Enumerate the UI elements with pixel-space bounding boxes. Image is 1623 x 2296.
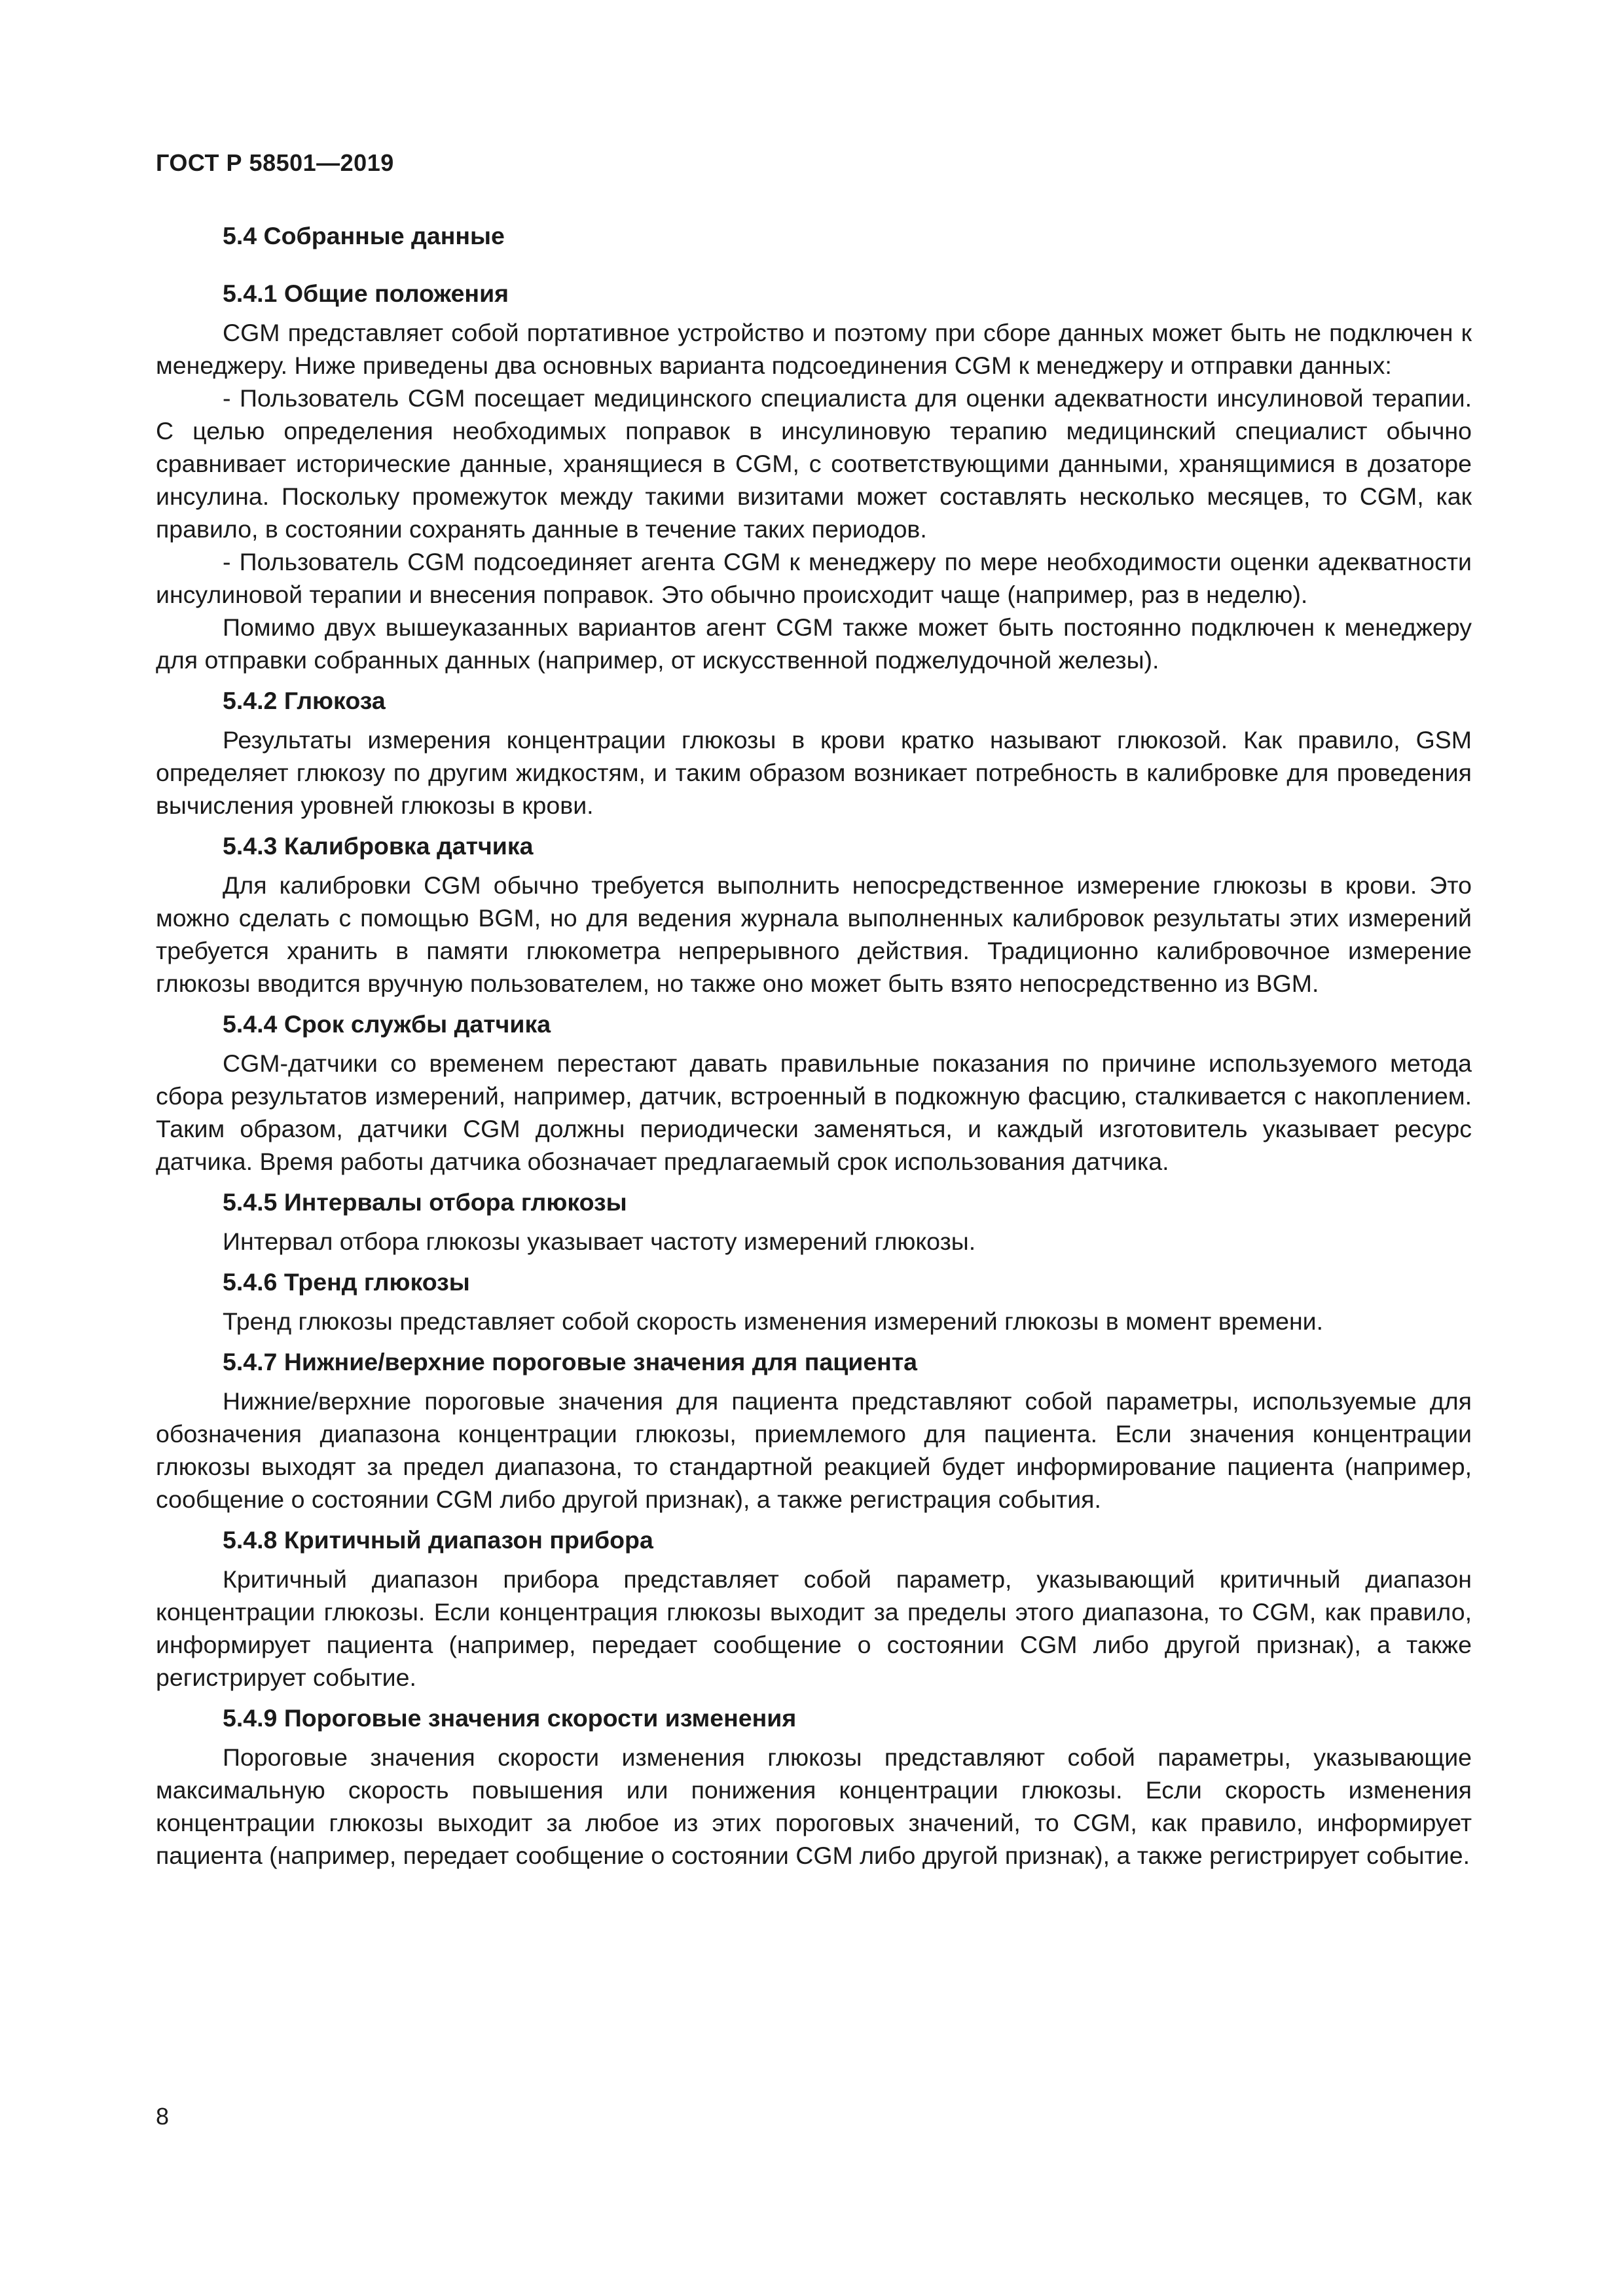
paragraph: Результаты измерения концентрации глюкозы в крови кратко называют глюкозой. Как правило, GSM определяет глюкозу по другим жидкостям, и таким образом возникает потребность в калибровке для проведения вычисления уровней глюкозы в крови. (156, 726, 1472, 819)
subsection-title: 5.4.4 Срок службы датчика (223, 1010, 551, 1038)
subsection-title: 5.4.2 Глюкоза (223, 687, 386, 714)
paragraph: Помимо двух вышеуказанных вариантов агент CGM также может быть постоянно подключен к менеджеру для отправки собранных данных (например, от искусственной поджелудочной железы). (156, 613, 1472, 674)
subsection-title: 5.4.9 Пороговые значения скорости изменения (223, 1704, 797, 1732)
subsection-title: 5.4.8 Критичный диапазон прибора (223, 1526, 653, 1554)
subsection-title: 5.4.1 Общие положения (223, 280, 509, 307)
paragraph: Тренд глюкозы представляет собой скорость изменения измерений глюкозы в момент времени. (223, 1307, 1324, 1335)
paragraph: Нижние/верхние пороговые значения для пациента представляют собой параметры, используемые для обозначения диапазона концентрации глюкозы, приемлемого для пациента. Если значения концентрации глюкозы выходят за предел диапазона, то стандартной реакцией будет информирование пациента (например, сообщение о состоянии CGM либо другой признак), а также регистрация события. (156, 1387, 1472, 1513)
paragraph: Критичный диапазон прибора представляет собой параметр, указывающий критичный диапазон концентрации глюкозы. Если концентрация глюкозы выходит за пределы этого диапазона, то CGM, как правило, информирует пациента (например, передает сообщение о состоянии CGM либо другой признак), а также регистрирует событие. (156, 1565, 1472, 1691)
subsection-title: 5.4.3 Калибровка датчика (223, 832, 534, 860)
list-item: - Пользователь CGM подсоединяет агента CGM к менеджеру по мере необходимости оценки адекватности инсулиновой терапии и внесения поправок. Это обычно происходит чаще (например, раз в неделю). (156, 548, 1472, 608)
page-number: 8 (156, 2103, 170, 2130)
subsection-title: 5.4.5 Интервалы отбора глюкозы (223, 1188, 627, 1216)
paragraph: CGM-датчики со временем перестают давать правильные показания по причине используемого метода сбора результатов измерений, например, датчик, встроенный в подкожную фасцию, сталкивается с накоплением. Таким образом, датчики CGM должны периодически заменяться, и каждый изготовитель указывает ресурс датчика. Время работы датчика обозначает предлагаемый срок использования датчика. (156, 1049, 1472, 1175)
paragraph: Для калибровки CGM обычно требуется выполнить непосредственное измерение глюкозы в крови. Это можно сделать с помощью BGM, но для ведения журнала выполненных калибровок результаты этих измерений требуется хранить в памяти глюкометра непрерывного действия. Традиционно калибровочное измерение глюкозы вводится вручную пользователем, но также оно может быть взято непосредственно из BGM. (156, 871, 1472, 997)
list-item: - Пользователь CGM посещает медицинского специалиста для оценки адекватности инсулиновой терапии. С целью определения необходимых поправок в инсулиновую терапию медицинский специалист обычно сравнивает исторические данные, хранящиеся в CGM, с соответствующими данными, хранящимися в дозаторе инсулина. Поскольку промежуток между такими визитами может составлять несколько месяцев, то CGM, как правило, в состоянии сохранять данные в течение таких периодов. (156, 384, 1472, 543)
subsection-title: 5.4.6 Тренд глюкозы (223, 1268, 470, 1296)
paragraph: Пороговые значения скорости изменения глюкозы представляют собой параметры, указывающие максимальную скорость повышения или понижения концентрации глюкозы. Если скорость изменения концентрации глюкозы выходит за любое из этих пороговых значений, то CGM, как правило, информирует пациента (например, передает сообщение о состоянии CGM либо другой признак), а также регистрирует событие. (156, 1743, 1472, 1869)
paragraph: CGM представляет собой портативное устройство и поэтому при сборе данных может быть не подключен к менеджеру. Ниже приведены два основных варианта подсоединения CGM к менеджеру и отправки данных: (156, 319, 1472, 379)
subsection-title: 5.4.7 Нижние/верхние пороговые значения для пациента (223, 1348, 918, 1376)
paragraph: Интервал отбора глюкозы указывает частоту измерений глюкозы. (223, 1228, 976, 1255)
document-body (156, 219, 1472, 1872)
section-title: 5.4 Собранные данные (223, 222, 505, 249)
document-header: ГОСТ Р 58501—2019 (156, 149, 394, 176)
